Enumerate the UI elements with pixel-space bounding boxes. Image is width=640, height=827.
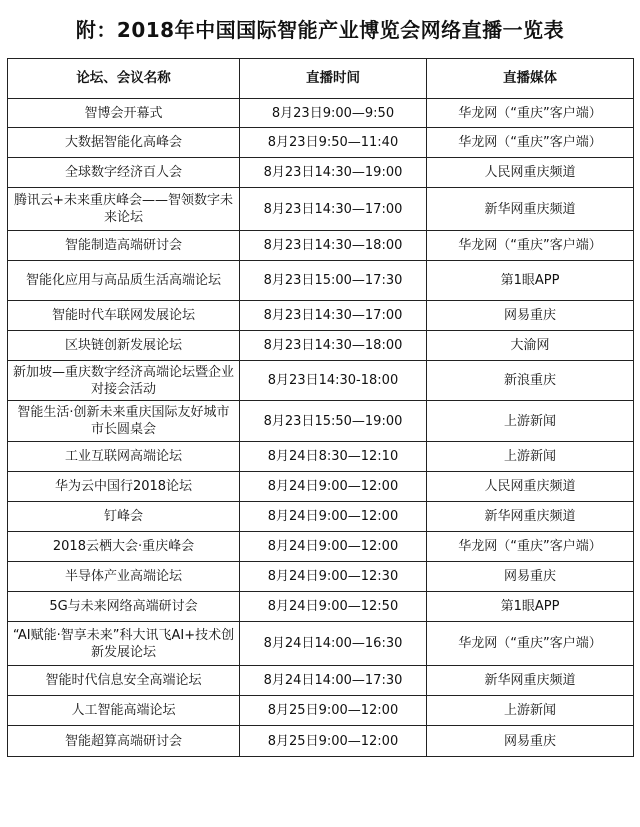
header-broadcast-media: 直播媒体	[427, 59, 634, 99]
table-row	[8, 401, 634, 442]
broadcast-media-cell: 华龙网（“重庆”客户端）	[427, 231, 634, 261]
table-row	[8, 128, 634, 158]
table-row	[8, 472, 634, 502]
forum-name-cell: 智能时代车联网发展论坛	[8, 301, 240, 331]
broadcast-time-cell: 8月25日9:00—12:00	[240, 726, 427, 757]
broadcast-media-cell: 新华网重庆频道	[427, 502, 634, 532]
broadcast-media-cell: 华龙网（“重庆”客户端）	[427, 622, 634, 666]
broadcast-media-cell: 网易重庆	[427, 301, 634, 331]
table-row	[8, 261, 634, 301]
broadcast-media-cell: 新华网重庆频道	[427, 188, 634, 231]
table-row	[8, 442, 634, 472]
broadcast-media-cell: 上游新闻	[427, 401, 634, 442]
table-row	[8, 696, 634, 726]
forum-name-cell: 华为云中国行2018论坛	[8, 472, 240, 502]
page-title: 附：2018年中国国际智能产业博览会网络直播一览表	[75, 18, 565, 42]
forum-name-cell: 腾讯云+未来重庆峰会——智领数字未来论坛	[8, 188, 240, 231]
table-row	[8, 592, 634, 622]
broadcast-media-cell: 人民网重庆频道	[427, 472, 634, 502]
broadcast-table	[7, 58, 634, 757]
forum-name-cell: 智能超算高端研讨会	[8, 726, 240, 757]
table-row	[8, 331, 634, 361]
forum-name-cell: 全球数字经济百人会	[8, 158, 240, 188]
broadcast-time-cell: 8月24日9:00—12:00	[240, 472, 427, 502]
broadcast-media-cell: 新华网重庆频道	[427, 666, 634, 696]
broadcast-time-cell: 8月23日14:30-18:00	[240, 361, 427, 401]
broadcast-time-cell: 8月24日8:30—12:10	[240, 442, 427, 472]
table-header-row	[8, 59, 634, 99]
forum-name-cell: 智能制造高端研讨会	[8, 231, 240, 261]
broadcast-time-cell: 8月23日14:30—17:00	[240, 188, 427, 231]
table-row	[8, 726, 634, 757]
header-forum-name: 论坛、会议名称	[8, 59, 240, 99]
table-row	[8, 361, 634, 401]
table-row	[8, 622, 634, 666]
broadcast-time-cell: 8月24日9:00—12:30	[240, 562, 427, 592]
forum-name-cell: 区块链创新发展论坛	[8, 331, 240, 361]
table-row	[8, 231, 634, 261]
forum-name-cell: 大数据智能化高峰会	[8, 128, 240, 158]
forum-name-cell: 半导体产业高端论坛	[8, 562, 240, 592]
table-row	[8, 99, 634, 128]
broadcast-media-cell: 大渝网	[427, 331, 634, 361]
table-row	[8, 666, 634, 696]
broadcast-time-cell: 8月23日15:50—19:00	[240, 401, 427, 442]
table-row	[8, 502, 634, 532]
table-body	[8, 99, 634, 757]
broadcast-media-cell: 网易重庆	[427, 562, 634, 592]
broadcast-media-cell: 第1眼APP	[427, 261, 634, 301]
broadcast-time-cell: 8月24日9:00—12:50	[240, 592, 427, 622]
broadcast-time-cell: 8月24日14:00—16:30	[240, 622, 427, 666]
broadcast-media-cell: 华龙网（“重庆”客户端）	[427, 532, 634, 562]
table-row	[8, 158, 634, 188]
broadcast-time-cell: 8月23日9:00—9:50	[240, 99, 427, 128]
forum-name-cell: “AI赋能·智享未来”科大讯飞AI+技术创新发展论坛	[8, 622, 240, 666]
forum-name-cell: 2018云栖大会·重庆峰会	[8, 532, 240, 562]
forum-name-cell: 智能时代信息安全高端论坛	[8, 666, 240, 696]
broadcast-time-cell: 8月23日14:30—18:00	[240, 231, 427, 261]
broadcast-media-cell: 网易重庆	[427, 726, 634, 757]
forum-name-cell: 智能化应用与高品质生活高端论坛	[8, 261, 240, 301]
forum-name-cell: 工业互联网高端论坛	[8, 442, 240, 472]
forum-name-cell: 钉峰会	[8, 502, 240, 532]
forum-name-cell: 5G与未来网络高端研讨会	[8, 592, 240, 622]
broadcast-time-cell: 8月23日14:30—19:00	[240, 158, 427, 188]
broadcast-time-cell: 8月24日14:00—17:30	[240, 666, 427, 696]
table-row	[8, 188, 634, 231]
broadcast-time-cell: 8月23日9:50—11:40	[240, 128, 427, 158]
broadcast-media-cell: 新浪重庆	[427, 361, 634, 401]
forum-name-cell: 新加坡—重庆数字经济高端论坛暨企业对接会活动	[8, 361, 240, 401]
table-row	[8, 301, 634, 331]
table-row	[8, 532, 634, 562]
broadcast-time-cell: 8月23日15:00—17:30	[240, 261, 427, 301]
broadcast-time-cell: 8月23日14:30—18:00	[240, 331, 427, 361]
forum-name-cell: 人工智能高端论坛	[8, 696, 240, 726]
broadcast-media-cell: 上游新闻	[427, 442, 634, 472]
broadcast-media-cell: 人民网重庆频道	[427, 158, 634, 188]
broadcast-media-cell: 华龙网（“重庆”客户端）	[427, 99, 634, 128]
broadcast-media-cell: 华龙网（“重庆”客户端）	[427, 128, 634, 158]
forum-name-cell: 智能生活·创新未来重庆国际友好城市市长圆桌会	[8, 401, 240, 442]
header-broadcast-time: 直播时间	[240, 59, 427, 99]
broadcast-media-cell: 上游新闻	[427, 696, 634, 726]
broadcast-time-cell: 8月24日9:00—12:00	[240, 532, 427, 562]
broadcast-time-cell: 8月25日9:00—12:00	[240, 696, 427, 726]
table-row	[8, 562, 634, 592]
forum-name-cell: 智博会开幕式	[8, 99, 240, 128]
broadcast-media-cell: 第1眼APP	[427, 592, 634, 622]
broadcast-time-cell: 8月23日14:30—17:00	[240, 301, 427, 331]
broadcast-time-cell: 8月24日9:00—12:00	[240, 502, 427, 532]
